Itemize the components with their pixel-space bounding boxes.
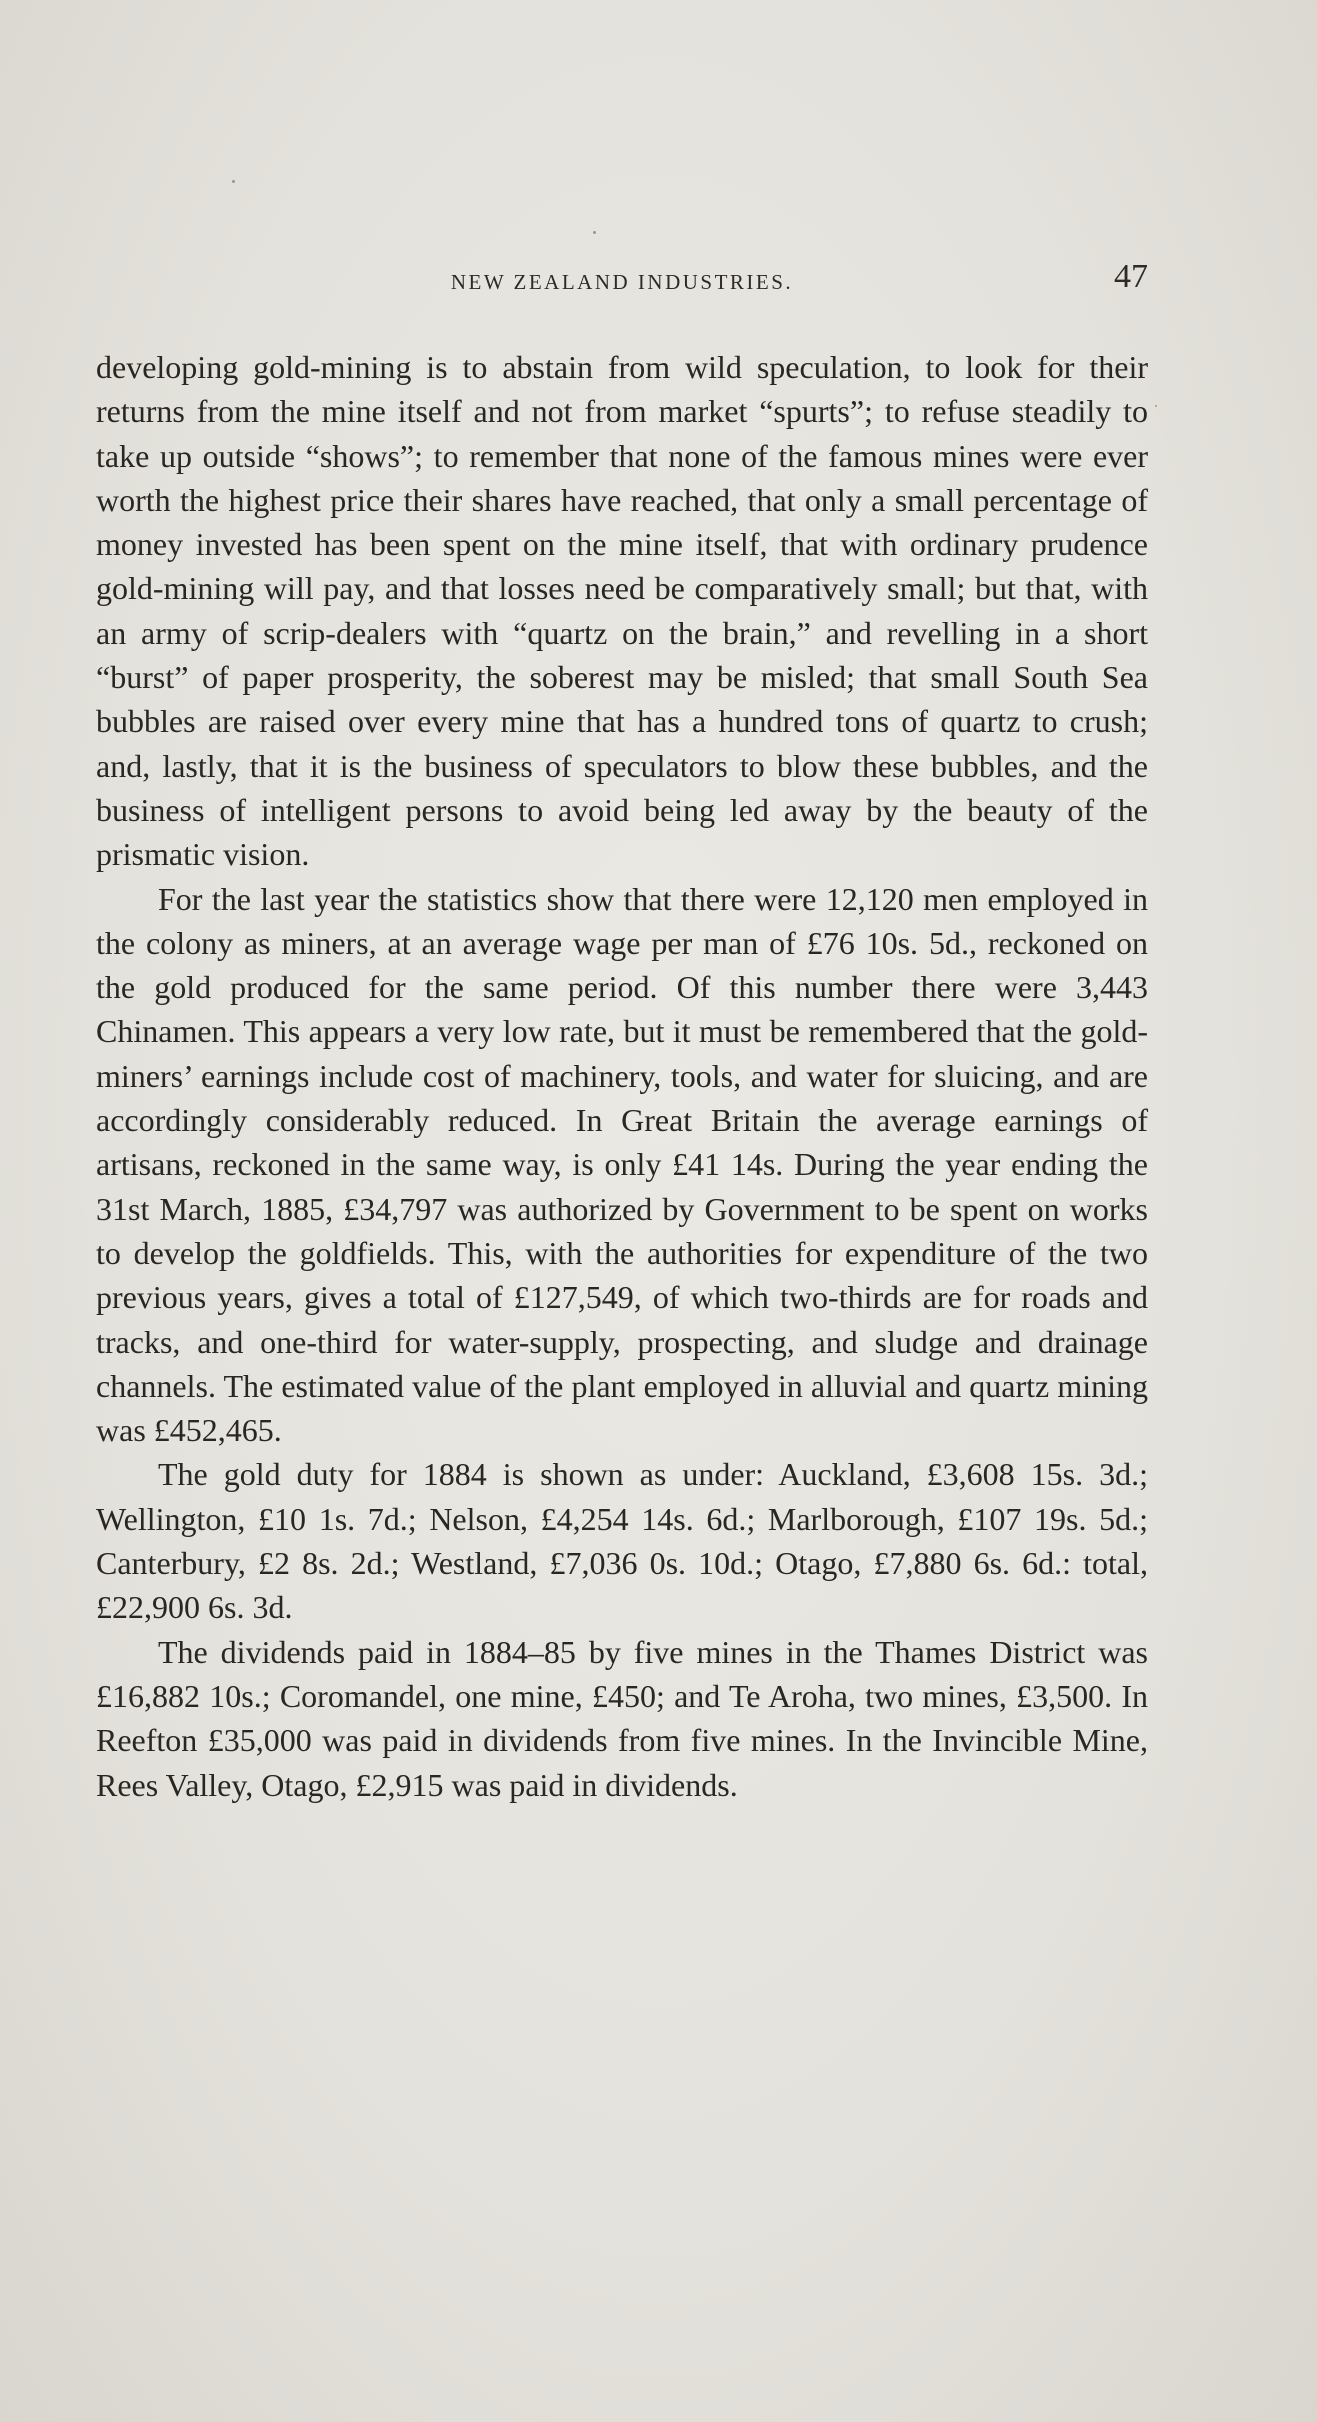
running-title: NEW ZEALAND INDUSTRIES.: [450, 270, 794, 294]
body-text: [96, 345, 1148, 1807]
paragraph-continued: developing gold-mining is to abstain from wild speculation, to look for their returns from the mine itself and not from market “spurts”; to refuse steadily to take up outside “shows”; to remember that none of the famous mines were ever worth the highest price their shares have reached, that only a small percentage of money invested has been spent on the mine itself, that with ordinary prudence gold-mining will pay, and that losses need be comparatively small; but that, with an army of scrip-dealers with “quartz on the brain,” and revelling in a short “burst” of paper prosperity, the soberest may be misled; that small South Sea bubbles are raised over every mine that has a hundred tons of quartz to crush; and, lastly, that it is the business of speculators to blow these bubbles, and the business of intelligent persons to avoid being led away by the beauty of the prismatic vision.: [96, 349, 1148, 873]
paragraph-dividends: The dividends paid in 1884–85 by five mines in the Thames District was £16,882 10s.; Coromandel, one mine, £450; and Te Aroha, two mines, £3,500. In Reefton £35,000 was paid in dividends from five mines. In the Invincible Mine, Rees Valley, Otago, £2,915 was paid in dividends.: [96, 1633, 1148, 1803]
paper-speck: [232, 180, 235, 183]
paragraph-gold-duty: The gold duty for 1884 is shown as under: Auckland, £3,608 15s. 3d.; Wellington, £10 1s. 7d.; Nelson, £4,254 14s. 6d.; Marlborough, £107 19s. 5d.; Canterbury, £2 8s. 2d.; Westland, £7,036 0s. 10d.; Otago, £7,880 6s. 6d.: total, £22,900 6s. 3d.: [96, 1456, 1148, 1626]
paragraph-miners-statistics: For the last year the statistics show that there were 12,120 men employed in the colony as miners, at an average wage per man of £76 10s. 5d., reckoned on the gold produced for the same period. Of this number there were 3,443 Chinamen. This appears a very low rate, but it must be remembered that the gold-miners’ earnings include cost of machinery, tools, and water for sluicing, and are accordingly considerably reduced. In Great Britain the average earnings of artisans, reckoned in the same way, is only £41 14s. During the year ending the 31st March, 1885, £34,797 was authorized by Government to be spent on works to develop the goldfields. This, with the authorities for expenditure of the two previous years, gives a total of £127,549, of which two-thirds are for roads and tracks, and one-third for water-supply, prospecting, and sludge and drainage channels. The estimated value of the plant employed in alluvial and quartz mining was £452,465.: [96, 880, 1148, 1449]
paper-speck: [1155, 405, 1157, 407]
running-head: [96, 258, 1148, 308]
page-number: 47: [1114, 258, 1148, 295]
paper-speck: [593, 231, 596, 234]
